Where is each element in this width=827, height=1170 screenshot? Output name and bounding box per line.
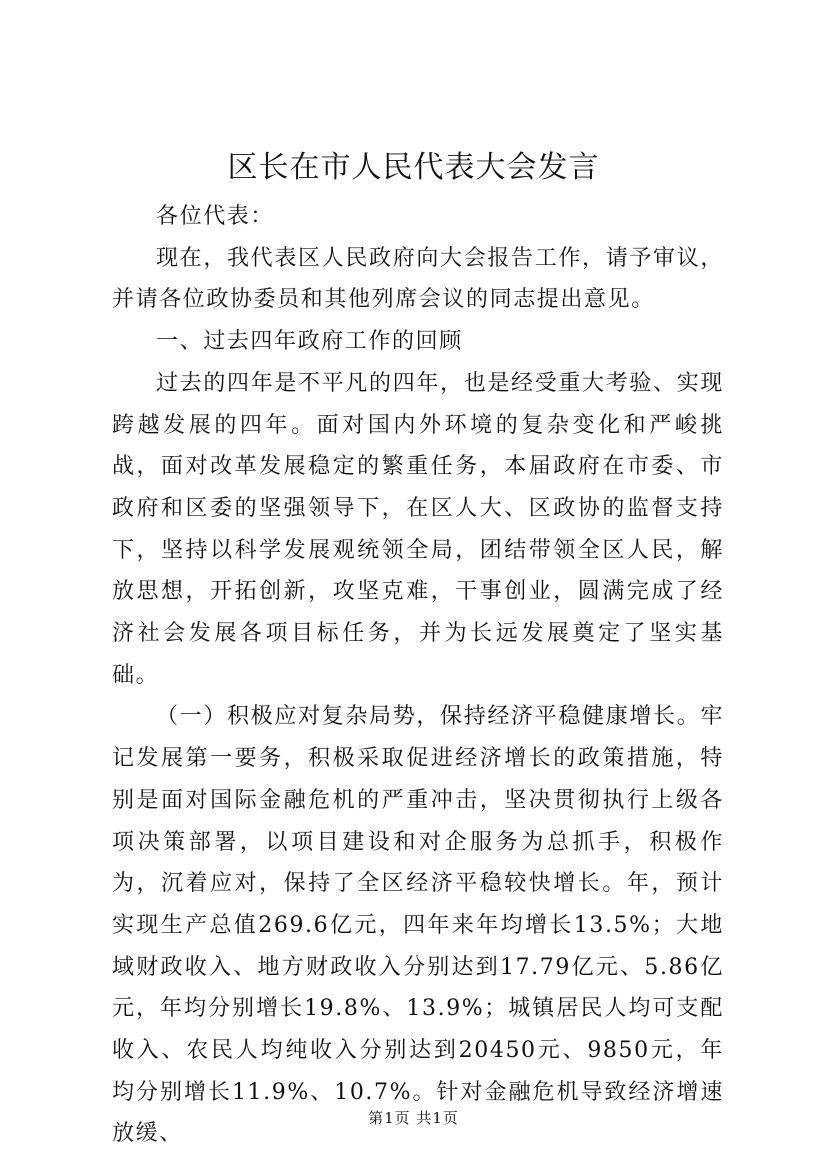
economy-paragraph: （一）积极应对复杂局势，保持经济平稳健康增长。牢记发展第一要务，积极采取促进经济增长的政策措施，特别是面对国际金融危机的严重冲击，坚决贯彻执行上级各项决策部署，以项目建设和对企服务为总抓手，积极作为，沉着应对，保持了全区经济平稳较快增长。年，预计实现生产总值269.6亿元，四年来年均增长13.5%；大地域财政收入、地方财政收入分别达到17.79亿元、5.86亿元，年均分别增长19.8%、13.9%；城镇居民人均可支配收入、农民人均纯收入分别达到20450元、9850元，年均分别增长11.9%、10.7%。针对金融危机导致经济增速放缓、 [112,704,724,1147]
section-heading: 一、过去四年政府工作的回顾 [156,329,463,355]
greeting-paragraph: 各位代表： [156,204,275,229]
intro-paragraph: 现在，我代表区人民政府向大会报告工作，请予审议，并请各位政协委员和其他列席会议的同志提出意见。 [112,245,724,313]
document-title: 区长在市人民代表大会发言 [227,150,600,185]
page-footer: 第1页 共1页 [368,1109,459,1127]
document-body [112,196,724,1155]
review-paragraph: 过去的四年是不平凡的四年，也是经受重大考验、实现跨越发展的四年。面对国内外环境的复杂变化和严峻挑战，面对改革发展稳定的繁重任务，本届政府在市委、市政府和区委的坚强领导下，在区人大、区政协的监督支持下，坚持以科学发展观统领全局，团结带领全区人民，解放思想，开拓创新，攻坚克难，干事创业，圆满完成了经济社会发展各项目标任务，并为长远发展奠定了坚实基础。 [112,370,724,688]
